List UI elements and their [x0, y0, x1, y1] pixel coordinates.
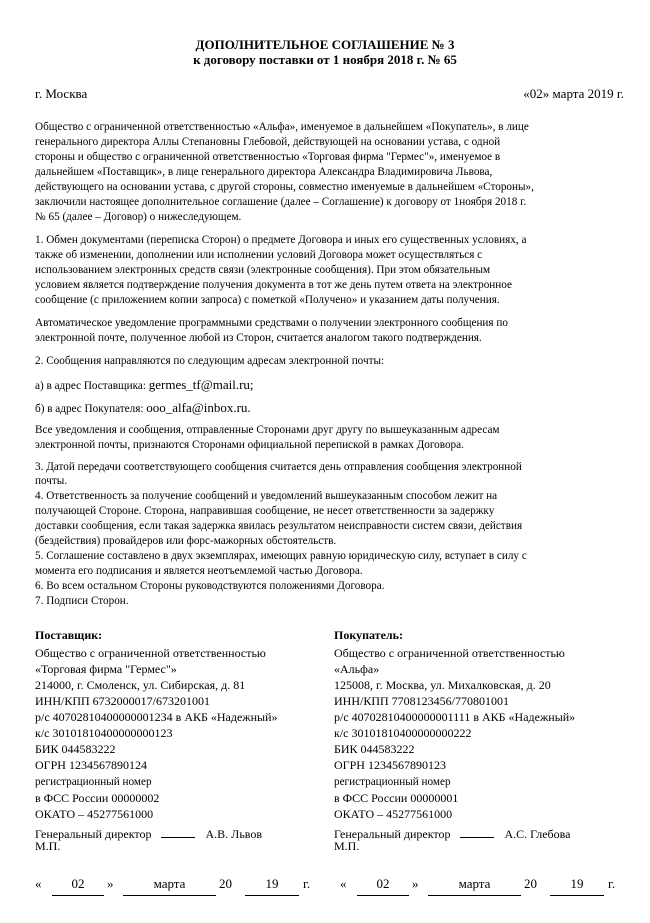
- buyer-address: 125008, г. Москва, ул. Михалковская, д. 20: [334, 678, 551, 692]
- clause-line: также об изменении, дополнении или исполнении условий Договора может осуществляться с: [35, 249, 483, 261]
- clause-line: электронной почте, полученное любой из Сторон, считается аналогом такого подтверждения.: [35, 332, 482, 344]
- buyer-org-name: «Альфа»: [334, 662, 380, 676]
- clause-line: сообщение (с приложением копии запроса) с пометкой «Получено» и указанием даты получения.: [35, 294, 500, 306]
- clause-line: Автоматическое уведомление программными средствами о получении электронного сообщения по: [35, 317, 508, 329]
- date-year: 19: [245, 873, 299, 896]
- buyer-signature-line: [460, 823, 494, 838]
- place: г. Москва: [35, 86, 88, 101]
- supplier-heading: Поставщик:: [35, 628, 103, 642]
- buyer-email-link[interactable]: ooo_alfa@inbox.ru.: [146, 400, 251, 415]
- preamble-line: заключили настоящее дополнительное соглашение (далее – Соглашение) к договору от 1ноября 2018 г.: [35, 196, 527, 208]
- preamble-line: стороны и общество с ограниченной ответственностью «Торговая фирма "Гермес"», именуемое в: [35, 151, 501, 163]
- supplier-corr-account: к/с 30101810400000000123: [35, 726, 173, 740]
- buyer-director-row: [334, 823, 570, 842]
- date-open-quote: «: [340, 876, 347, 891]
- supplier-address: 214000, г. Смоленск, ул. Сибирская, д. 81: [35, 678, 246, 692]
- preamble-line: № 65 (далее – Договор) о нижеследующем.: [35, 211, 242, 223]
- clause-line: Все уведомления и сообщения, отправленные Сторонами друг другу по вышеуказанным адресам: [35, 424, 500, 436]
- buyer-ogrn: ОГРН 1234567890123: [334, 758, 446, 772]
- buyer-heading: Покупатель:: [334, 628, 403, 642]
- clause-line: почты.: [35, 475, 68, 487]
- clause-line: условием является подтверждение получения документа в тот же день путем ответа на электронное: [35, 279, 512, 291]
- supplier-org-name: «Торговая фирма "Гермес"»: [35, 662, 177, 676]
- clause-line: получающей Стороне. Сторона, направившая сообщение, не несет ответственности за задержку: [35, 505, 495, 517]
- buyer-corr-account: к/с 30101810400000000222: [334, 726, 472, 740]
- date-year-suffix: г.: [608, 876, 616, 891]
- clause-2: 2. Сообщения направляются по следующим адресам электронной почты:: [35, 355, 385, 367]
- date-close-quote: »: [412, 876, 419, 891]
- clause-line: (бездействия) провайдеров или форс-мажорных обстоятельств.: [35, 535, 337, 547]
- date-day: 02: [52, 873, 104, 896]
- preamble-line: Общество с ограниченной ответственностью «Альфа», именуемое в дальнейшем «Покупатель», в лице: [35, 121, 529, 133]
- supplier-fss: в ФСС России 00000002: [35, 791, 160, 805]
- clause-line: 1. Обмен документами (переписка Сторон) о предмете Договора и иных его существенных условиях, а: [35, 234, 527, 246]
- date-century: 20: [219, 876, 232, 891]
- supplier-ogrn: ОГРН 1234567890124: [35, 758, 147, 772]
- buyer-stamp: М.П.: [334, 839, 360, 853]
- date-month: марта: [428, 873, 521, 896]
- supplier-director-name: А.В. Львов: [205, 827, 263, 841]
- date-close-quote: »: [107, 876, 114, 891]
- clause-line: 5. Соглашение составлено в двух экземплярах, имеющих равную юридическую силу, вступает в силу с: [35, 550, 527, 562]
- supplier-okato: ОКАТО – 45277561000: [35, 807, 154, 821]
- date-year-suffix: г.: [303, 876, 311, 891]
- buyer-fss: в ФСС России 00000001: [334, 791, 459, 805]
- document-date: «02» марта 2019 г.: [523, 86, 624, 101]
- buyer-director-name: А.С. Глебова: [504, 827, 571, 841]
- clause-line: 3. Датой передачи соответствующего сообщения считается день отправления сообщения электронной: [35, 461, 522, 473]
- buyer-okato: ОКАТО – 45277561000: [334, 807, 453, 821]
- supplier-bik: БИК 044583222: [35, 742, 116, 756]
- buyer-director-label: Генеральный директор: [334, 827, 451, 841]
- date-month: марта: [123, 873, 216, 896]
- date-day: 02: [357, 873, 409, 896]
- supplier-email-link[interactable]: germes_tf@mail.ru;: [148, 377, 254, 392]
- clause-6: 6. Во всем остальном Стороны руководствуются положениями Договора.: [35, 580, 385, 592]
- preamble-line: дальнейшем «Поставщик», в лице генерального директора Александра Владимировича Львова,: [35, 166, 493, 178]
- buyer-account: р/с 40702810400000001111 в АКБ «Надежный»: [334, 710, 576, 724]
- supplier-reg-label: регистрационный номер: [35, 776, 152, 788]
- date-open-quote: «: [35, 876, 42, 891]
- supplier-signature-line: [161, 823, 195, 838]
- supplier-org: Общество с ограниченной ответственностью: [35, 646, 266, 660]
- document-title: ДОПОЛНИТЕЛЬНОЕ СОГЛАШЕНИЕ № 3: [195, 37, 455, 52]
- buyer-inn-kpp: ИНН/КПП 7708123456/770801001: [334, 694, 510, 708]
- buyer-bik: БИК 044583222: [334, 742, 415, 756]
- clause-line: момента его подписания и является неотъемлемой частью Договора.: [35, 565, 363, 577]
- clause-7: 7. Подписи Сторон.: [35, 595, 129, 607]
- supplier-stamp: М.П.: [35, 839, 61, 853]
- buyer-sign-date: [340, 873, 625, 895]
- clause-line: 4. Ответственность за получение сообщений и уведомлений вышеуказанным способом лежит на: [35, 490, 498, 502]
- clause-line: доставки сообщения, если такая задержка явилась результатом неисправности систем связи, действия: [35, 520, 523, 532]
- supplier-inn-kpp: ИНН/КПП 6732000017/673201001: [35, 694, 211, 708]
- supplier-director-row: [35, 823, 262, 842]
- address-buyer: [35, 400, 251, 417]
- clause-line: использованием электронных средств связи (электронные сообщения). При этом обязательным: [35, 264, 491, 276]
- preamble-line: действующего на основании устава, с другой стороны, совместно именуемые в дальнейшем «Стороны»,: [35, 181, 534, 193]
- supplier-sign-date: [35, 873, 320, 895]
- supplier-director-label: Генеральный директор: [35, 827, 152, 841]
- buyer-org: Общество с ограниченной ответственностью: [334, 646, 565, 660]
- address-supplier: [35, 377, 254, 394]
- clause-line: электронной почты, признаются Сторонами официальной перепиской в рамках Договора.: [35, 439, 464, 451]
- address-buyer-label: б) в адрес Покупателя:: [35, 403, 147, 415]
- supplier-account: р/с 40702810400000001234 в АКБ «Надежный»: [35, 710, 278, 724]
- buyer-reg-label: регистрационный номер: [334, 776, 451, 788]
- date-century: 20: [524, 876, 537, 891]
- document-subtitle: к договору поставки от 1 ноября 2018 г. № 65: [193, 52, 457, 67]
- preamble-line: генерального директора Аллы Степановны Глебовой, действующей на основании устава, с одной: [35, 136, 501, 148]
- date-year: 19: [550, 873, 604, 896]
- address-supplier-label: а) в адрес Поставщика:: [35, 380, 149, 392]
